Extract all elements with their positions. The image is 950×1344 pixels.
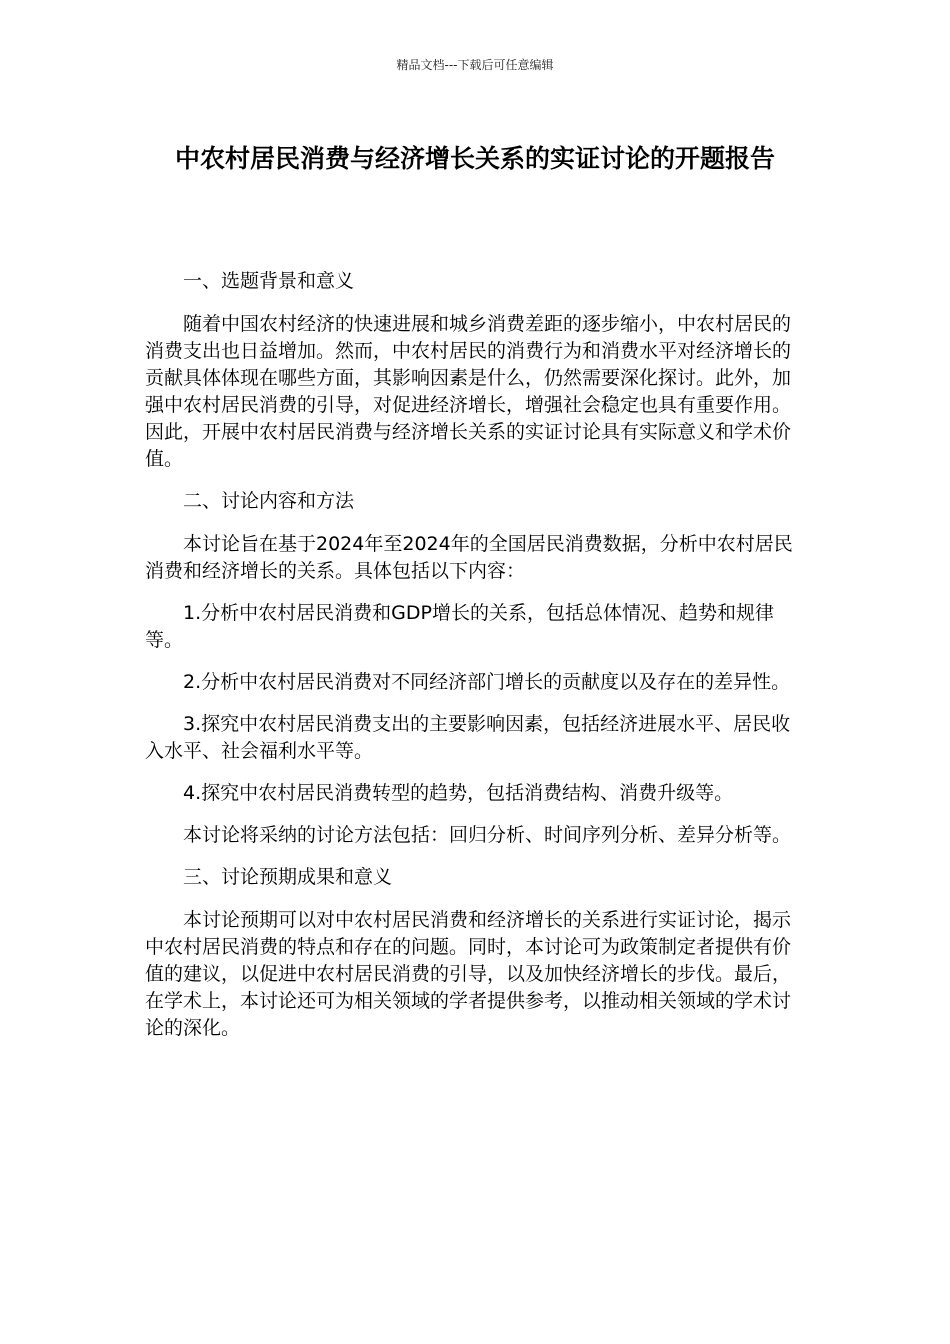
list-item: 2.分析中农村居民消费对不同经济部门增长的贡献度以及存在的差异性。 <box>183 671 791 693</box>
document-title: 中农村居民消费与经济增长关系的实证讨论的开题报告 <box>174 144 775 173</box>
section-heading: 一、选题背景和意义 <box>183 270 355 292</box>
section-heading: 二、讨论内容和方法 <box>183 490 355 512</box>
document-body <box>145 268 807 1057</box>
paragraph: 本讨论预期可以对中农村居民消费和经济增长的关系进行实证讨论，揭示中农村居民消费的特点和存在的问题。同时，本讨论可为政策制定者提供有价值的建议，以促进中农村居民消费的引导，以及加快经济增长的步伐。最后，在学术上，本讨论还可为相关领域的学者提供参考，以推动相关领域的学术讨论的深化。 <box>145 909 792 1039</box>
page-header: 精品文档---下载后可任意编辑 <box>396 58 554 72</box>
list-item: 3.探究中农村居民消费支出的主要影响因素，包括经济进展水平、居民收入水平、社会福利水平等。 <box>145 713 791 762</box>
paragraph: 本讨论将采纳的讨论方法包括：回归分析、时间序列分析、差异分析等。 <box>183 824 792 846</box>
paragraph: 随着中国农村经济的快速进展和城乡消费差距的逐步缩小，中农村居民的消费支出也日益增加。然而，中农村居民的消费行为和消费水平对经济增长的贡献具体体现在哪些方面，其影响因素是什么，仍然需要深化探讨。此外，加强中农村居民消费的引导，对促进经济增长，增强社会稳定也具有重要作用。因此，开展中农村居民消费与经济增长关系的实证讨论具有实际意义和学术价值。 <box>145 313 792 470</box>
paragraph: 本讨论旨在基于2024年至2024年的全国居民消费数据，分析中农村居民消费和经济增长的关系。具体包括以下内容： <box>145 533 793 582</box>
list-item: 4.探究中农村居民消费转型的趋势，包括消费结构、消费升级等。 <box>183 782 734 804</box>
list-item: 1.分析中农村居民消费和GDP增长的关系，包括总体情况、趋势和规律等。 <box>145 602 774 651</box>
section-heading: 三、讨论预期成果和意义 <box>183 866 393 888</box>
